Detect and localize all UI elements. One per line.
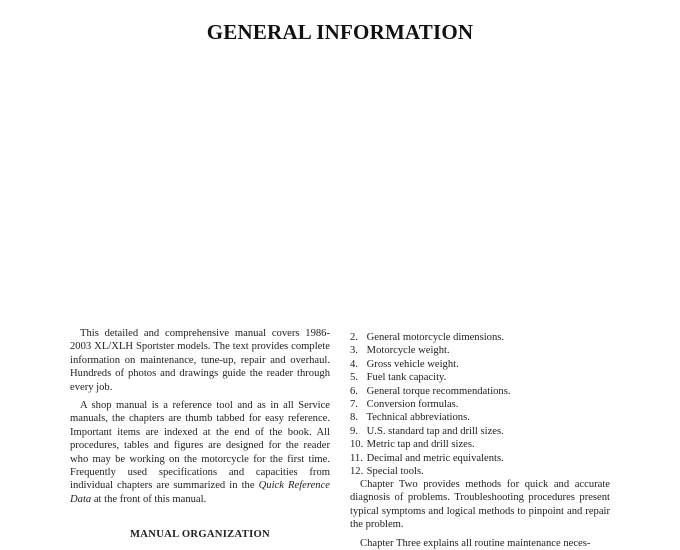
list-item xyxy=(350,465,610,478)
list-item xyxy=(350,344,610,357)
list-item-text: Motorcycle weight. xyxy=(366,345,450,357)
right-column-paragraphs xyxy=(350,478,610,550)
list-item-number: 5. xyxy=(350,372,358,384)
list-item-text: General motorcycle dimensions. xyxy=(366,332,505,343)
list-item xyxy=(350,331,610,344)
table-list xyxy=(350,331,610,478)
list-item-number: 9. xyxy=(350,425,358,437)
shop-manual-paragraph xyxy=(70,399,330,506)
list-item-number: 11. xyxy=(350,452,363,464)
list-item xyxy=(350,371,610,384)
list-item-number: 7. xyxy=(350,399,358,411)
list-item-number: 2. xyxy=(350,332,358,343)
left-column xyxy=(70,327,330,506)
list-item xyxy=(350,385,610,398)
list-item-number: 3. xyxy=(350,345,358,357)
shop-manual-tail: at the front of this manual. xyxy=(91,493,207,505)
list-item-text: Decimal and metric equivalents. xyxy=(366,452,504,464)
chapter-two-paragraph: Chapter Two provides methods for quick and accurate diagnosis of problems. Troubleshooting procedures present typical symptoms and logical methods to pinpoint and repair the problem. xyxy=(350,479,610,531)
page-title: GENERAL INFORMATION xyxy=(206,20,474,44)
intro-paragraph: This detailed and comprehensive manual covers 1986-2003 XL/XLH Sportster models. The text provides complete information on maintenance, tune-up, repair and overhaul. Hundreds of photos and drawings guide the reader through every job. xyxy=(70,328,330,393)
chapter-three-paragraph: Chapter Three explains all routine maintenance neces- xyxy=(360,537,591,549)
list-item-text: Fuel tank capacity. xyxy=(366,372,447,384)
list-item xyxy=(350,425,610,438)
shop-manual-text: A shop manual is a reference tool and as in all Service manuals, the chapters are thumb tabbed for easy reference. Important items are indexed at the end of the book. All procedures, tables and figures are designed for the reader who may be working on the motorcycle for the first time. Frequently used specifications and capacities from individual chapters are summarized in the xyxy=(70,400,330,492)
list-item-number: 4. xyxy=(350,358,358,370)
quick-reference-emphasis: Quick Reference Data xyxy=(70,480,330,505)
list-item-text: General torque recommendations. xyxy=(366,385,511,397)
list-item-text: Gross vehicle weight. xyxy=(366,358,459,370)
list-item-text: U.S. standard tap and drill sizes. xyxy=(366,425,504,437)
list-item-text: Technical abbreviations. xyxy=(366,412,470,424)
list-item xyxy=(350,438,610,451)
list-item-number: 10. xyxy=(350,439,364,451)
manual-organization-heading: MANUAL ORGANIZATION xyxy=(130,529,270,540)
list-item xyxy=(350,411,610,424)
list-item-number: 8. xyxy=(350,412,358,424)
list-item-number: 6. xyxy=(350,385,358,397)
list-item-text: Special tools. xyxy=(366,466,424,478)
list-item xyxy=(350,452,610,465)
list-item-text: Metric tap and drill sizes. xyxy=(366,439,475,451)
list-item xyxy=(350,358,610,371)
list-item-number: 12. xyxy=(350,466,364,478)
list-item-text: Conversion formulas. xyxy=(366,399,459,411)
list-item xyxy=(350,398,610,411)
